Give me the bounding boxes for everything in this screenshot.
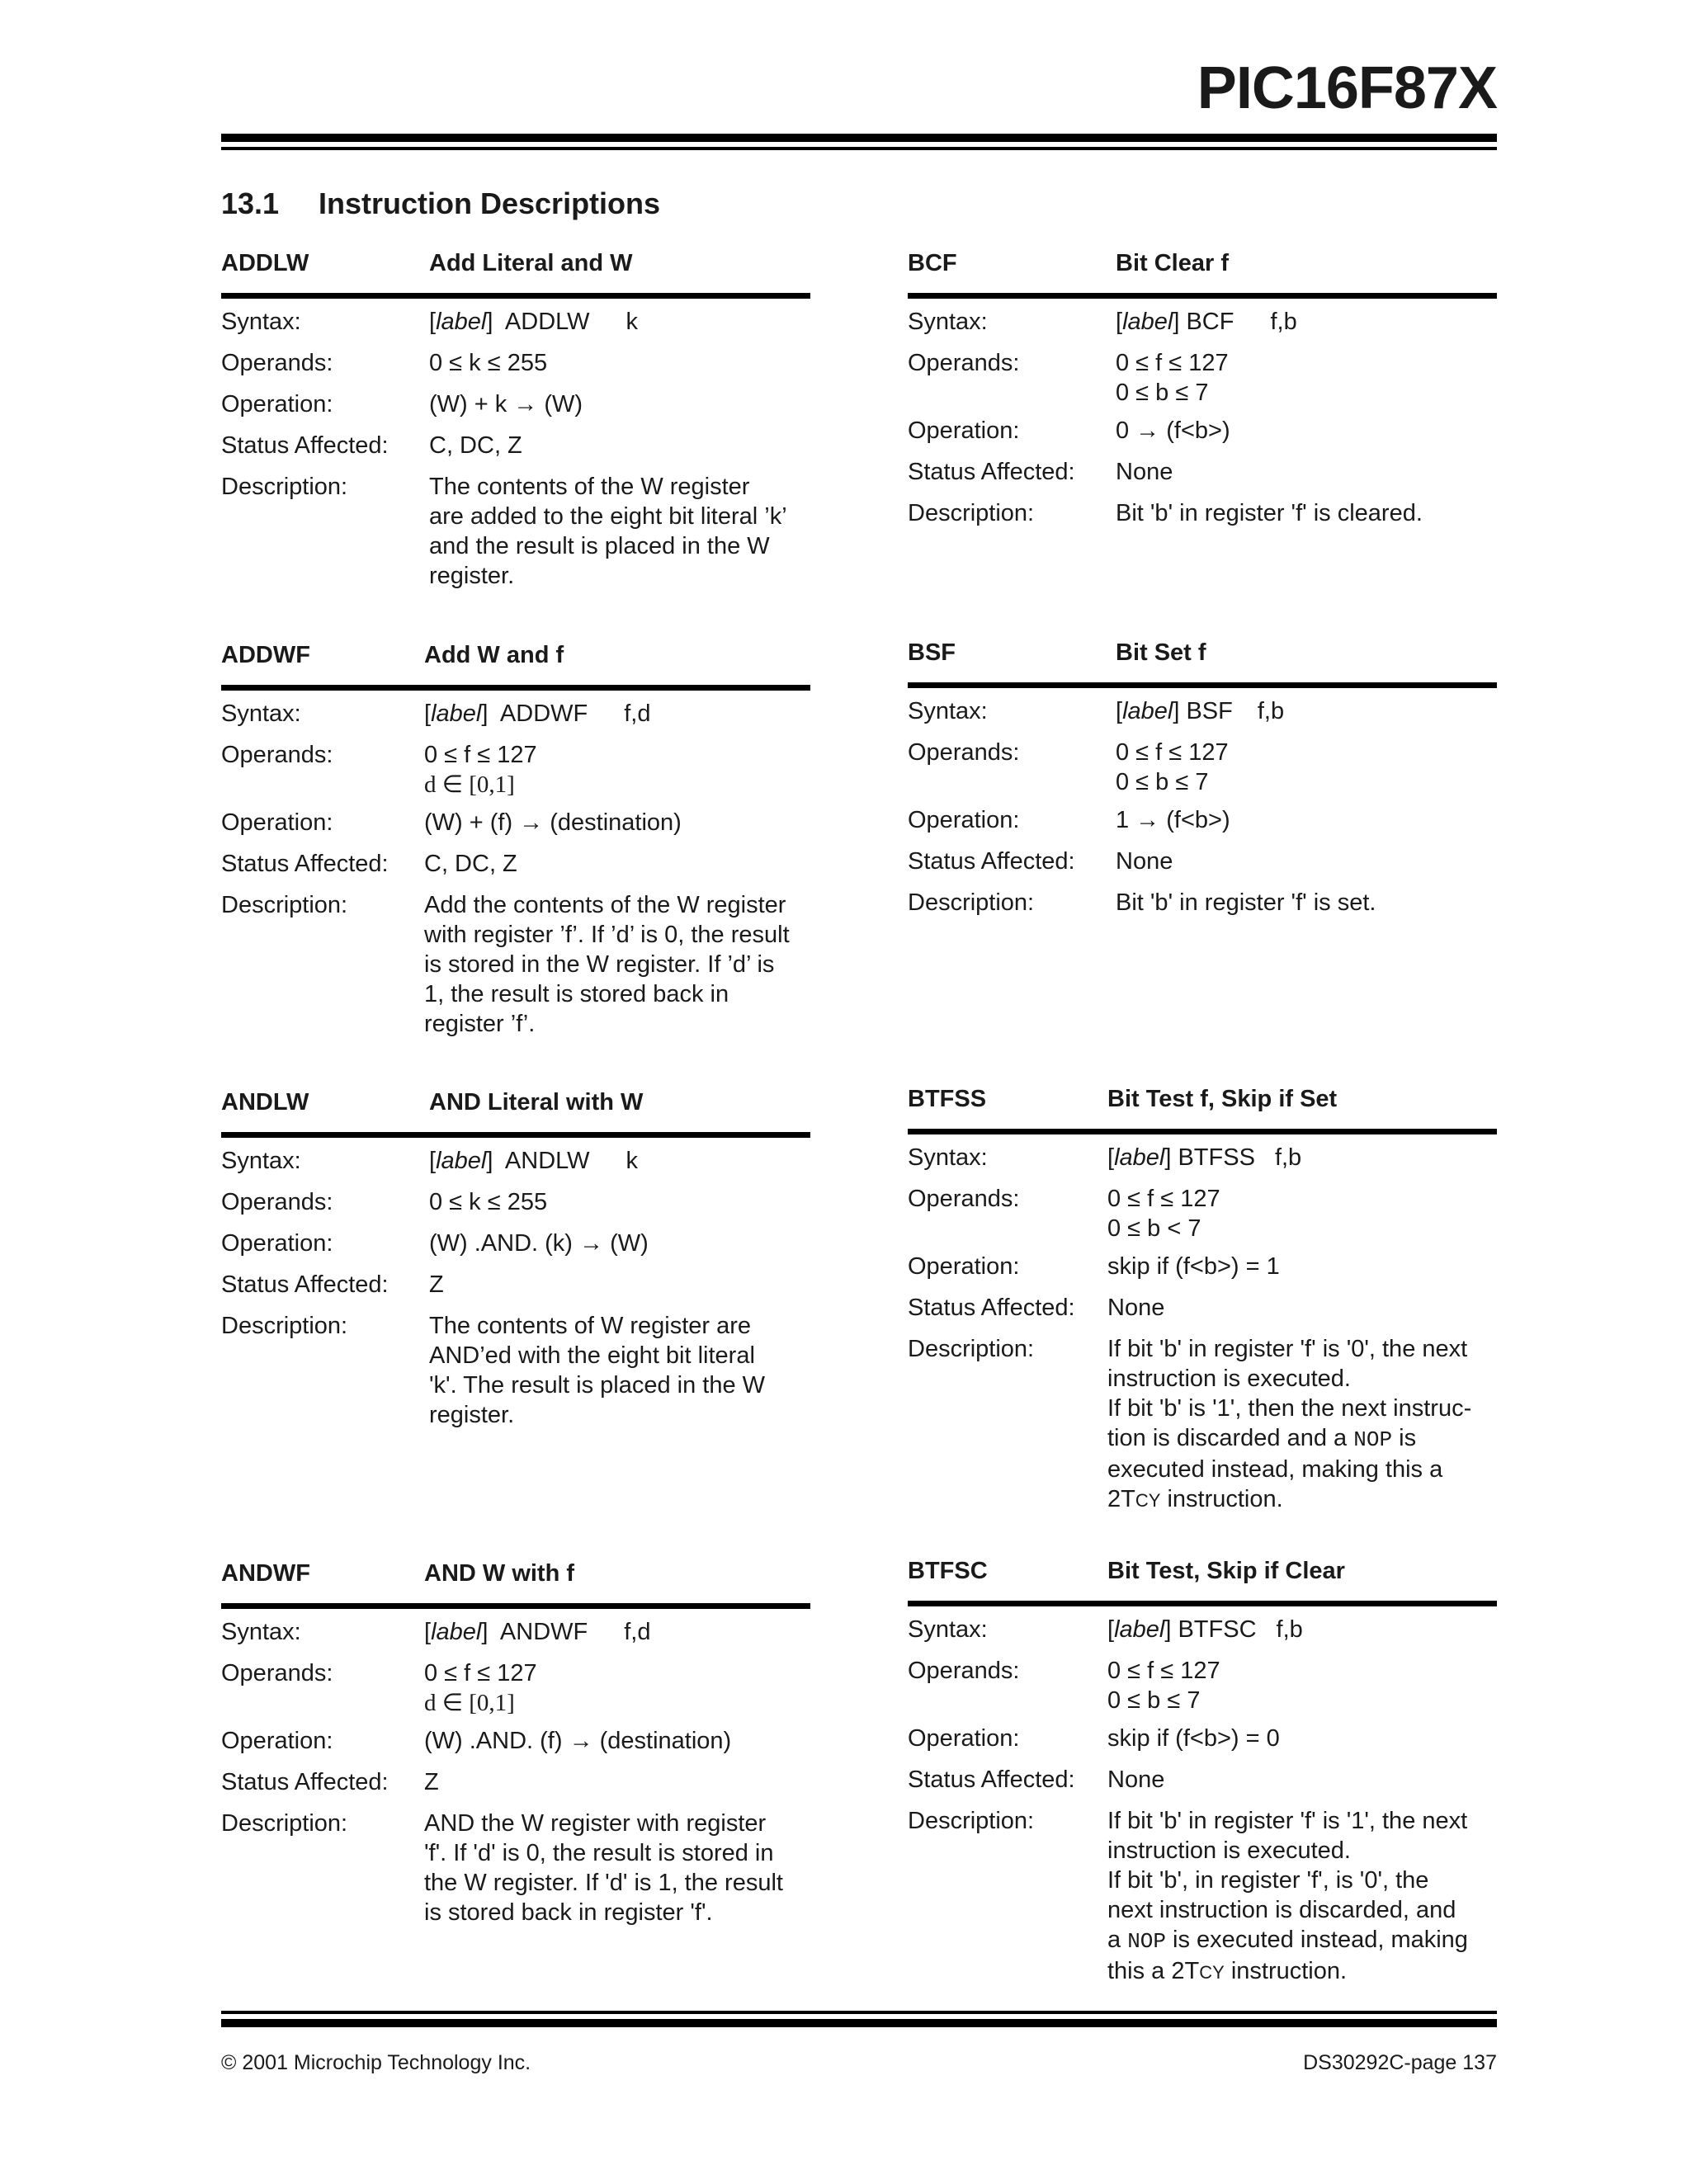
operands-label: Operands: [908, 350, 1020, 376]
syntax-value: [label] BCF f,b [1116, 309, 1297, 335]
syntax-label: Syntax: [908, 698, 988, 724]
heading-rule [908, 682, 1497, 688]
description-value: Bit 'b' in register 'f' is cleared. [1116, 500, 1423, 526]
operation-label: Operation: [908, 1725, 1020, 1752]
syntax-label: Syntax: [221, 1148, 301, 1174]
heading-rule [221, 1132, 810, 1138]
mnemonic: BSF [908, 639, 956, 666]
status-label: Status Affected: [908, 1295, 1075, 1321]
heading-rule [221, 293, 810, 299]
description-value: AND the W register with register 'f'. If 'd' is 0, the result is stored in the W register. If 'd' is 1, the result is stored back in register 'f'. [424, 1810, 783, 1926]
description-label: Description: [221, 1313, 348, 1339]
operands-value: 0 ≤ f ≤ 127 0 ≤ b < 7 [1107, 1186, 1220, 1242]
footer-rule-thin [221, 2011, 1497, 2014]
status-value: Z [429, 1271, 444, 1298]
description-label: Description: [908, 1336, 1035, 1362]
operands-label: Operands: [908, 739, 1020, 766]
operands-label: Operands: [908, 1658, 1020, 1684]
operation-value: skip if (f<b>) = 1 [1107, 1253, 1280, 1280]
instruction-btfss [908, 1086, 1497, 1524]
syntax-value: [label] ANDWF f,d [424, 1619, 651, 1645]
status-label: Status Affected: [221, 851, 389, 877]
operands-label: Operands: [221, 1660, 333, 1686]
status-label: Status Affected: [221, 1271, 389, 1298]
instruction-bcf [908, 250, 1497, 540]
operation-value: skip if (f<b>) = 0 [1107, 1725, 1280, 1752]
header-rule-thick [221, 134, 1497, 142]
operands-label: Operands: [221, 742, 333, 768]
operands-label: Operands: [908, 1186, 1020, 1212]
operands-value: 0 ≤ f ≤ 127 0 ≤ b ≤ 7 [1116, 350, 1229, 406]
mnemonic: BTFSC [908, 1558, 988, 1584]
instruction-name: Bit Set f [1116, 639, 1206, 666]
operation-label: Operation: [221, 391, 333, 417]
instruction-name: AND W with f [424, 1560, 575, 1587]
status-value: None [1116, 848, 1173, 875]
operands-value: 0 ≤ k ≤ 255 [429, 350, 548, 376]
operation-value: (W) .AND. (k) → (W) [429, 1230, 649, 1257]
operation-label: Operation: [908, 417, 1020, 444]
syntax-value: [label] ADDWF f,d [424, 700, 651, 727]
status-label: Status Affected: [221, 1769, 389, 1795]
operation-value: (W) .AND. (f) → (destination) [424, 1728, 732, 1754]
syntax-label: Syntax: [908, 309, 988, 335]
description-value: Bit 'b' in register 'f' is set. [1116, 889, 1376, 916]
syntax-value: [label] BTFSC f,b [1107, 1616, 1303, 1643]
description-label: Description: [221, 892, 348, 918]
status-value: None [1107, 1295, 1165, 1321]
syntax-label: Syntax: [908, 1616, 988, 1643]
heading-rule [908, 293, 1497, 299]
section-number: 13.1 [221, 186, 280, 220]
heading-rule [221, 685, 810, 691]
heading-rule [908, 1129, 1497, 1134]
description-value: Add the contents of the W register with register ’f’. If ’d’ is 0, the result is stored in the W register. If ’d’ is 1, the result is stored back in register ’f’. [424, 892, 790, 1037]
syntax-value: [label] BTFSS f,b [1107, 1144, 1302, 1171]
instruction-addlw [221, 250, 810, 599]
mnemonic: ADDLW [221, 250, 309, 276]
instruction-name: Bit Test f, Skip if Set [1107, 1086, 1338, 1112]
status-value: C, DC, Z [429, 432, 522, 459]
instruction-name: Bit Clear f [1116, 250, 1229, 276]
operands-label: Operands: [221, 1189, 333, 1215]
description-label: Description: [908, 500, 1035, 526]
mnemonic: ADDWF [221, 642, 310, 668]
operation-value: 1 → (f<b>) [1116, 807, 1230, 833]
instruction-andlw [221, 1089, 810, 1438]
operation-label: Operation: [221, 1230, 333, 1257]
description-value: If bit 'b' in register 'f' is '0', the next instruction is executed. If bit 'b' is '1', then the next instruc- tion is discarded and a NOP is executed instead, making this a 2TCY instruction. [1107, 1336, 1472, 1512]
operands-value: 0 ≤ k ≤ 255 [429, 1189, 548, 1215]
status-value: Z [424, 1769, 439, 1795]
syntax-value: [label] ADDLW k [429, 309, 638, 335]
footer-page-number: DS30292C-page 137 [1303, 2051, 1497, 2074]
operation-value: 0 → (f<b>) [1116, 417, 1230, 444]
header-rule-thin [221, 147, 1497, 150]
description-value: The contents of the W register are added to the eight bit literal ’k’ and the result is placed in the W register. [429, 474, 787, 589]
operands-value: 0 ≤ f ≤ 127 d ∈ [0,1] [424, 1660, 537, 1716]
operands-value: 0 ≤ f ≤ 127 0 ≤ b ≤ 7 [1116, 739, 1229, 795]
description-label: Description: [908, 1808, 1035, 1834]
syntax-label: Syntax: [221, 1619, 301, 1645]
heading-rule [908, 1601, 1497, 1606]
operands-value: 0 ≤ f ≤ 127 d ∈ [0,1] [424, 742, 537, 798]
instruction-name: AND Literal with W [429, 1089, 644, 1116]
footer-rule-thick [221, 2019, 1497, 2027]
status-label: Status Affected: [908, 1767, 1075, 1793]
description-label: Description: [221, 1810, 348, 1837]
operation-value: (W) + (f) → (destination) [424, 809, 682, 836]
section-heading [221, 186, 660, 221]
instruction-name: Add Literal and W [429, 250, 633, 276]
syntax-label: Syntax: [908, 1144, 988, 1171]
status-label: Status Affected: [908, 848, 1075, 875]
operands-label: Operands: [221, 350, 333, 376]
description-label: Description: [908, 889, 1035, 916]
instruction-btfsc [908, 1558, 1497, 1996]
instruction-name: Add W and f [424, 642, 564, 668]
description-label: Description: [221, 474, 348, 500]
syntax-value: [label] BSF f,b [1116, 698, 1285, 724]
operands-value: 0 ≤ f ≤ 127 0 ≤ b ≤ 7 [1107, 1658, 1220, 1714]
syntax-label: Syntax: [221, 309, 301, 335]
syntax-label: Syntax: [221, 700, 301, 727]
mnemonic: ANDLW [221, 1089, 309, 1116]
instruction-addwf [221, 642, 810, 1047]
operation-value: (W) + k → (W) [429, 391, 583, 417]
instruction-bsf [908, 639, 1497, 929]
mnemonic: BCF [908, 250, 957, 276]
instruction-andwf [221, 1560, 810, 1936]
status-value: None [1116, 459, 1173, 485]
status-label: Status Affected: [221, 432, 389, 459]
syntax-value: [label] ANDLW k [429, 1148, 638, 1174]
status-value: None [1107, 1767, 1165, 1793]
heading-rule [221, 1603, 810, 1609]
mnemonic: ANDWF [221, 1560, 310, 1587]
operation-label: Operation: [908, 1253, 1020, 1280]
section-title-text: Instruction Descriptions [319, 186, 661, 220]
description-value: If bit 'b' in register 'f' is '1', the next instruction is executed. If bit 'b', in register 'f', is '0', the next instruction is discarded, and a NOP is executed instead, making this a 2TCY instruction. [1107, 1808, 1468, 1984]
instruction-name: Bit Test, Skip if Clear [1107, 1558, 1345, 1584]
status-value: C, DC, Z [424, 851, 517, 877]
operation-label: Operation: [221, 809, 333, 836]
status-label: Status Affected: [908, 459, 1075, 485]
description-value: The contents of W register are AND’ed with the eight bit literal 'k'. The result is placed in the W register. [429, 1313, 766, 1428]
operation-label: Operation: [221, 1728, 333, 1754]
operation-label: Operation: [908, 807, 1020, 833]
mnemonic: BTFSS [908, 1086, 987, 1112]
footer-copyright: © 2001 Microchip Technology Inc. [221, 2051, 531, 2074]
page-title: PIC16F87X [1197, 55, 1497, 121]
